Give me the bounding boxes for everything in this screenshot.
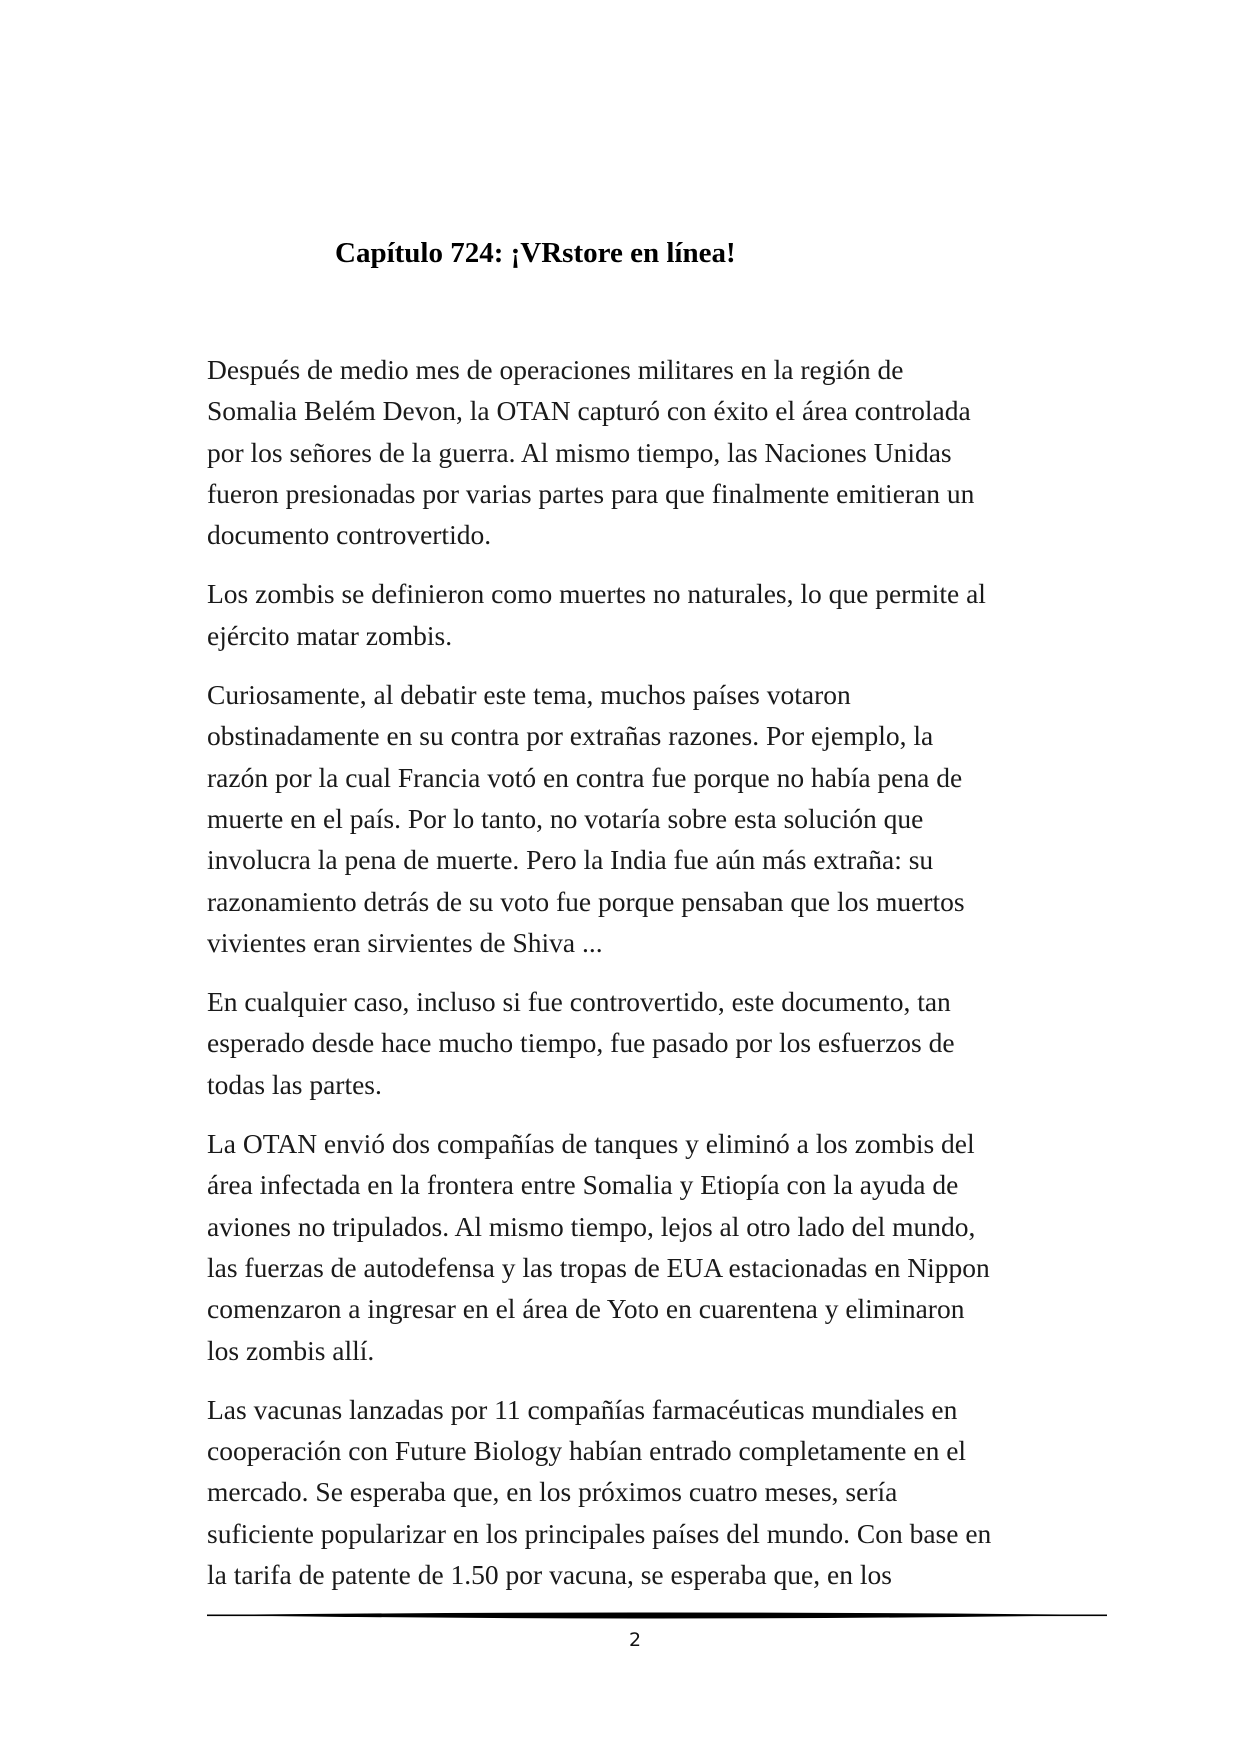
text-line: muerte en el país. Por lo tanto, no votaría sobre esta solución que — [207, 802, 924, 834]
text-line: Somalia Belém Devon, la OTAN capturó con éxito el área controlada — [207, 395, 971, 427]
text-line: por los señores de la guerra. Al mismo tiempo, las Naciones Unidas — [207, 436, 952, 468]
text-line: suficiente popularizar en los principales países del mundo. Con base en — [207, 1517, 992, 1549]
paragraph — [207, 981, 1087, 1105]
text-line: involucra la pena de muerte. Pero la India fue aún más extraña: su — [207, 844, 934, 876]
text-line: las fuerzas de autodefensa y las tropas de EUA estacionadas en Nippon — [207, 1251, 990, 1283]
paragraph — [207, 573, 1087, 656]
text-line: aviones no tripulados. Al mismo tiempo, lejos al otro lado del mundo, — [207, 1210, 976, 1242]
text-line: ejército matar zombis. — [207, 619, 453, 651]
page-number: 2 — [628, 1629, 642, 1651]
text-line: razón por la cual Francia votó en contra fue porque no había pena de — [207, 761, 963, 793]
text-line: mercado. Se esperaba que, en los próximos cuatro meses, sería — [207, 1476, 898, 1508]
text-line: En cualquier caso, incluso si fue controvertido, este documento, tan — [207, 986, 951, 1018]
text-line: cooperación con Future Biology habían entrado completamente en el — [207, 1435, 967, 1467]
paragraph — [207, 349, 1087, 555]
footer-divider — [207, 1610, 1107, 1622]
text-line: La OTAN envió dos compañías de tanques y eliminó a los zombis del — [207, 1128, 975, 1160]
text-line: Después de medio mes de operaciones militares en la región de — [207, 354, 904, 385]
text-line: vivientes eran sirvientes de Shiva ... — [207, 926, 603, 958]
text-line: los zombis allí. — [207, 1334, 375, 1366]
text-line: Curiosamente, al debatir este tema, muchos países votaron — [207, 679, 851, 711]
text-line: Los zombis se definieron como muertes no naturales, lo que permite al — [207, 578, 986, 610]
paragraph — [207, 1389, 1087, 1595]
text-line: obstinadamente en su contra por extrañas razones. Por ejemplo, la — [207, 720, 934, 752]
paragraph — [207, 1123, 1087, 1371]
text-line: Las vacunas lanzadas por 11 compañías farmacéuticas mundiales en — [207, 1393, 958, 1425]
text-line: comenzaron a ingresar en el área de Yoto en cuarentena y eliminaron — [207, 1293, 965, 1325]
text-line: todas las partes. — [207, 1068, 382, 1100]
chapter-title: Capítulo 724: ¡VRstore en línea! — [335, 237, 736, 269]
text-line: documento controvertido. — [207, 519, 492, 551]
paragraph — [207, 674, 1087, 963]
text-line: área infectada en la frontera entre Somalia y Etiopía con la ayuda de — [207, 1169, 959, 1201]
text-line: razonamiento detrás de su voto fue porque pensaban que los muertos — [207, 885, 965, 917]
chapter-body — [207, 349, 1087, 1613]
text-line: fueron presionadas por varias partes para que finalmente emitieran un — [207, 477, 975, 509]
text-line: esperado desde hace mucho tiempo, fue pasado por los esfuerzos de — [207, 1027, 955, 1059]
text-line: la tarifa de patente de 1.50 por vacuna, se esperaba que, en los — [207, 1559, 892, 1591]
